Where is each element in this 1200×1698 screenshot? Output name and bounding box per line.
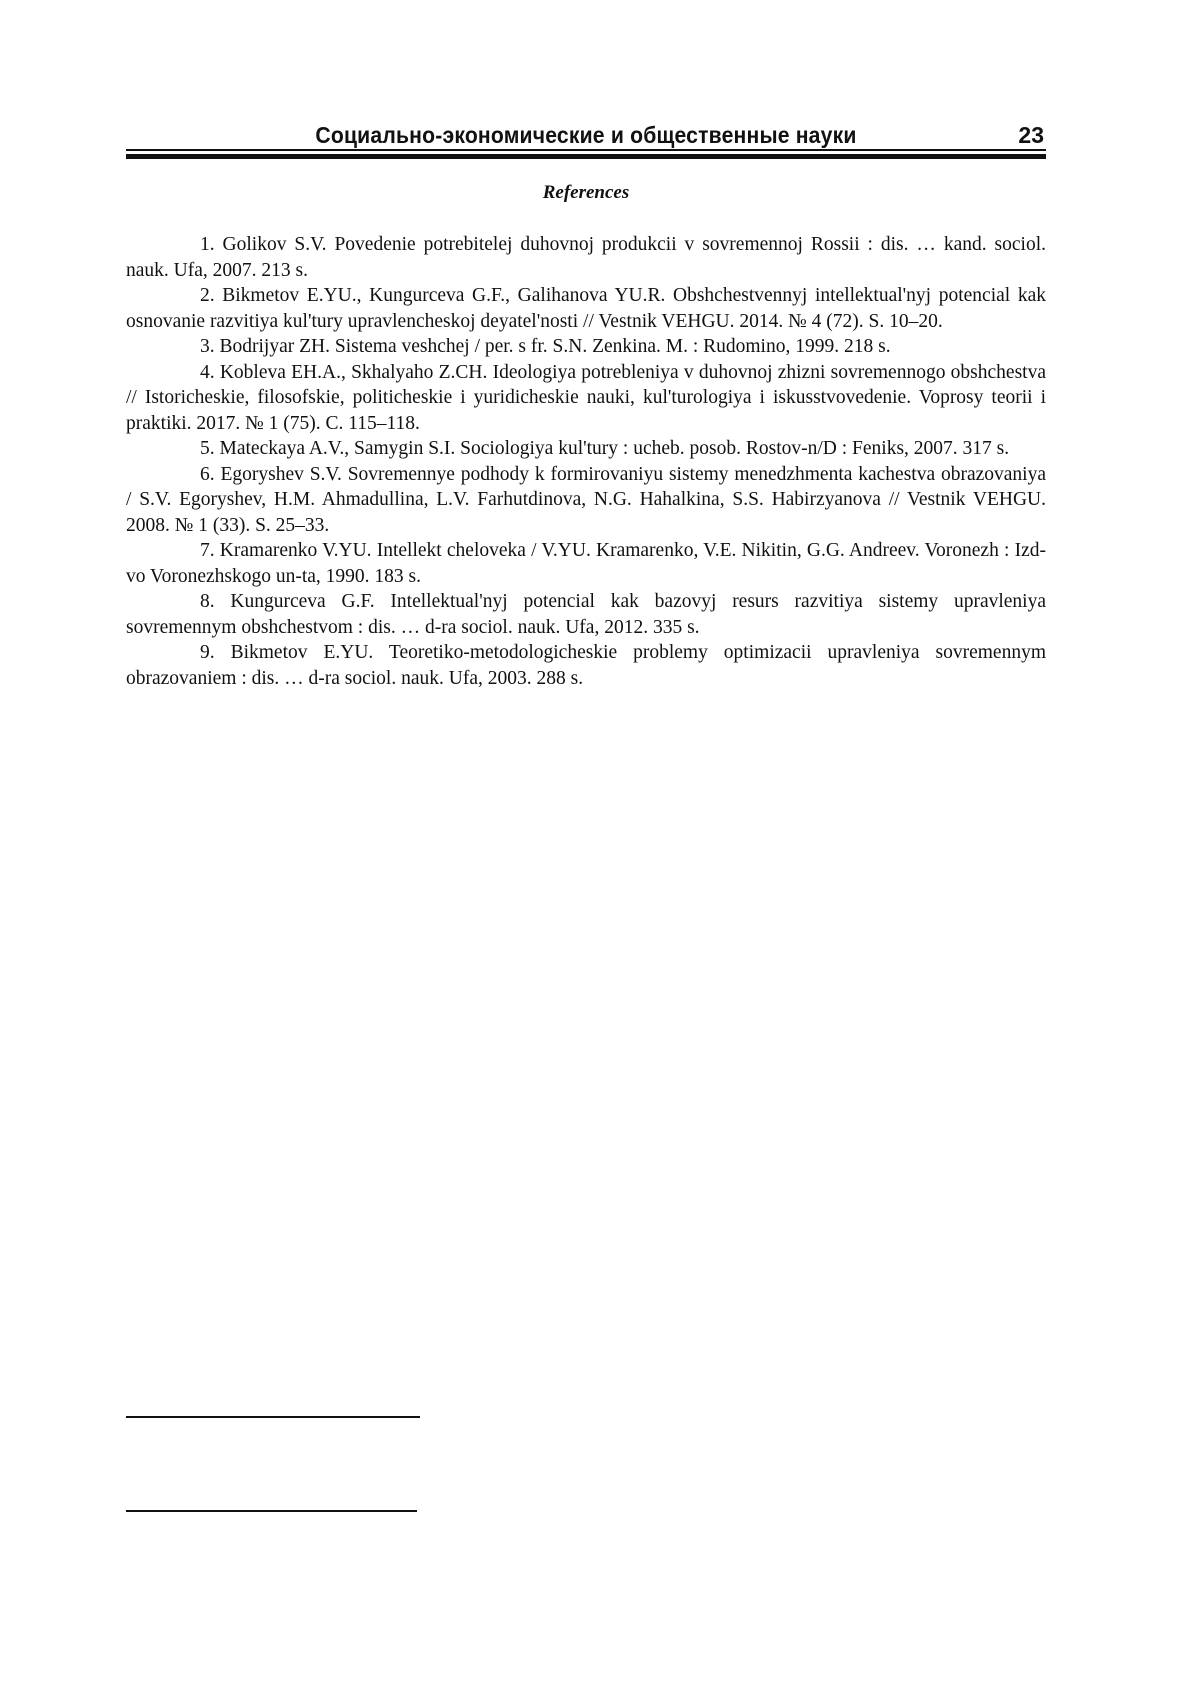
header-rule-thin: [126, 149, 1046, 151]
footnote-rule: [126, 1416, 420, 1418]
reference-item: 3. Bodrijyar ZH. Sistema veshchej / per. s fr. S.N. Zenkina. M. : Rudomino, 1999. 218 s.: [200, 336, 891, 357]
reference-item: 2. Bikmetov E.YU., Kungurceva G.F., Galihanova YU.R. Obshchestvennyj intellektual'nyj potencial kak osnovanie razvitiya kul'tury upravlencheskoj deyatel'nosti // Vestnik VEHGU. 2014. № 4 (72). S. 10–20.: [126, 285, 1046, 332]
reference-item: 7. Kramarenko V.YU. Intellekt cheloveka / V.YU. Kramarenko, V.E. Nikitin, G.G. Andreev. Voronezh : Izd-vo Voronezhskogo un-ta, 1990. 183 s.: [126, 540, 1046, 587]
reference-item: 4. Kobleva EH.A., Skhalyaho Z.CH. Ideologiya potrebleniya v duhovnoj zhizni sovremennogo obshchestva // Istoricheskie, filosofskie, politicheskie i yuridicheskie nauki, kul'turologiya i iskusstvovedenie. Voprosy teorii i praktiki. 2017. № 1 (75). C. 115–118.: [126, 361, 1046, 434]
reference-item: 9. Bikmetov E.YU. Teoretiko-metodologicheskie problemy optimizacii upravleniya sovremennym obrazovaniem : dis. … d-ra sociol. nauk. Ufa, 2003. 288 s.: [126, 642, 1046, 689]
journal-section-title: Социально-экономические и общественные науки: [315, 122, 857, 148]
reference-item: 8. Kungurceva G.F. Intellektual'nyj potencial kak bazovyj resurs razvitiya sistemy upravleniya sovremennym obshchestvom : dis. … d-ra sociol. nauk. Ufa, 2012. 335 s.: [126, 591, 1046, 638]
references-heading: References: [542, 182, 630, 203]
reference-item: 5. Mateckaya A.V., Samygin S.I. Sociologiya kul'tury : ucheb. posob. Rostov-n/D : Feniks, 2007. 317 s.: [200, 438, 1010, 459]
reference-item: 1. Golikov S.V. Povedenie potrebitelej duhovnoj produkcii v sovremennoj Rossii : dis. … kand. sociol. nauk. Ufa, 2007. 213 s.: [126, 234, 1046, 281]
page-number: 23: [1018, 122, 1044, 148]
references-list: [126, 232, 1046, 691]
reference-item: 6. Egoryshev S.V. Sovremennye podhody k formirovaniyu sistemy menedzhmenta kachestva obrazovaniya / S.V. Egoryshev, H.M. Ahmadullina, L.V. Farhutdinova, N.G. Hahalkina, S.S. Habirzyanova // Vestnik VEHGU. 2008. № 1 (33). S. 25–33.: [126, 463, 1046, 536]
footnote-rule: [126, 1510, 417, 1512]
header-rule-thick: [126, 154, 1046, 159]
